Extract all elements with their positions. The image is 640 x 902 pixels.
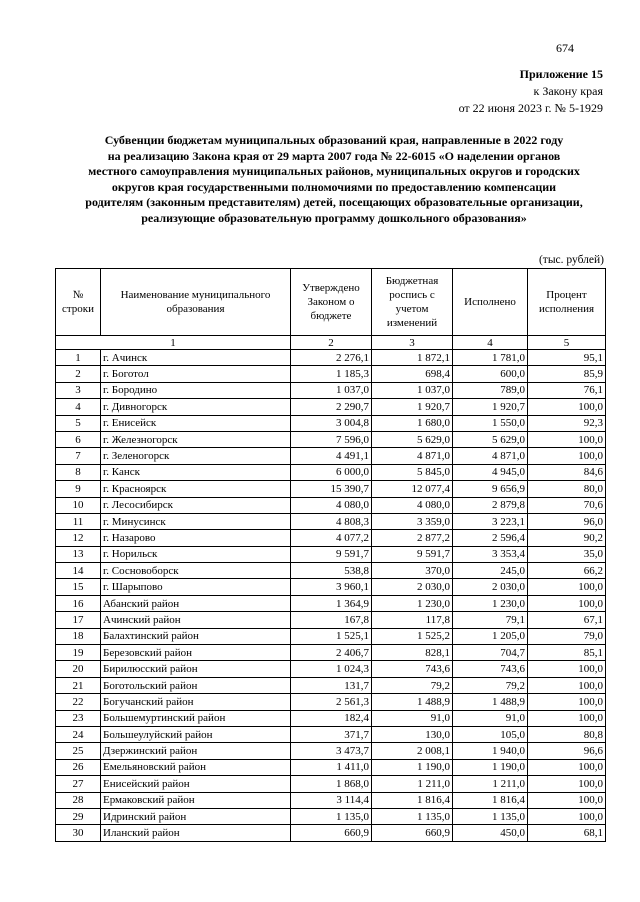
- row-number-cell: 12: [56, 530, 101, 546]
- approved-cell: 1 868,0: [291, 776, 372, 792]
- municipality-cell: Березовский район: [101, 645, 291, 661]
- appendix-law-ref: к Закону края: [533, 84, 603, 98]
- approved-cell: 1 024,3: [291, 661, 372, 677]
- municipality-cell: Енисейский район: [101, 776, 291, 792]
- budget-list-cell: 1 135,0: [372, 808, 453, 824]
- municipality-cell: Бирилюсский район: [101, 661, 291, 677]
- executed-cell: 9 656,9: [453, 481, 528, 497]
- executed-cell: 704,7: [453, 645, 528, 661]
- municipality-cell: Иланский район: [101, 825, 291, 841]
- budget-list-cell: 5 629,0: [372, 431, 453, 447]
- budget-list-cell: 1 525,2: [372, 628, 453, 644]
- executed-cell: 4 945,0: [453, 464, 528, 480]
- approved-cell: 15 390,7: [291, 481, 372, 497]
- table-row: [56, 808, 606, 824]
- header-number-cell: 1: [56, 336, 291, 350]
- percent-cell: 85,9: [528, 366, 606, 382]
- header-municipality: Наименование муниципального образования: [101, 269, 291, 336]
- document-title: [60, 133, 608, 226]
- row-number-cell: 17: [56, 612, 101, 628]
- percent-cell: 68,1: [528, 825, 606, 841]
- executed-cell: 1 135,0: [453, 808, 528, 824]
- executed-cell: 1 211,0: [453, 776, 528, 792]
- municipality-cell: г. Боготол: [101, 366, 291, 382]
- row-number-cell: 6: [56, 431, 101, 447]
- budget-list-cell: 117,8: [372, 612, 453, 628]
- title-line: округов края государственными полномочиями по предоставлению компенсации: [111, 179, 557, 194]
- budget-list-cell: 130,0: [372, 726, 453, 742]
- row-number-cell: 3: [56, 382, 101, 398]
- approved-cell: 4 808,3: [291, 513, 372, 529]
- approved-cell: 1 364,9: [291, 595, 372, 611]
- budget-list-cell: 2 877,2: [372, 530, 453, 546]
- executed-cell: 789,0: [453, 382, 528, 398]
- table-row: [56, 645, 606, 661]
- row-number-cell: 14: [56, 563, 101, 579]
- budget-list-cell: 9 591,7: [372, 546, 453, 562]
- table-row: [56, 382, 606, 398]
- table-row: [56, 661, 606, 677]
- table-body: [56, 350, 606, 842]
- approved-cell: 7 596,0: [291, 431, 372, 447]
- row-number-cell: 26: [56, 759, 101, 775]
- budget-list-cell: 1 211,0: [372, 776, 453, 792]
- header-budget-list: Бюджетная роспись с учетом изменений: [372, 269, 453, 336]
- executed-cell: 450,0: [453, 825, 528, 841]
- percent-cell: 100,0: [528, 792, 606, 808]
- row-number-cell: 10: [56, 497, 101, 513]
- table-row: [56, 497, 606, 513]
- budget-list-cell: 5 845,0: [372, 464, 453, 480]
- percent-cell: 100,0: [528, 694, 606, 710]
- approved-cell: 6 000,0: [291, 464, 372, 480]
- row-number-cell: 30: [56, 825, 101, 841]
- table-row: [56, 579, 606, 595]
- table-row: [56, 612, 606, 628]
- percent-cell: 95,1: [528, 350, 606, 366]
- budget-list-cell: 370,0: [372, 563, 453, 579]
- table-row: [56, 481, 606, 497]
- approved-cell: 3 004,8: [291, 415, 372, 431]
- approved-cell: 4 080,0: [291, 497, 372, 513]
- budget-list-cell: 12 077,4: [372, 481, 453, 497]
- row-number-cell: 13: [56, 546, 101, 562]
- approved-cell: 1 411,0: [291, 759, 372, 775]
- table-row: [56, 563, 606, 579]
- budget-list-cell: 91,0: [372, 710, 453, 726]
- percent-cell: 70,6: [528, 497, 606, 513]
- percent-cell: 79,0: [528, 628, 606, 644]
- executed-cell: 3 223,1: [453, 513, 528, 529]
- table-row: [56, 546, 606, 562]
- table-row: [56, 448, 606, 464]
- approved-cell: 1 525,1: [291, 628, 372, 644]
- municipality-cell: Ачинский район: [101, 612, 291, 628]
- executed-cell: 2 596,4: [453, 530, 528, 546]
- appendix-date: от 22 июня 2023 г. № 5-1929: [458, 101, 603, 115]
- table-row: [56, 350, 606, 366]
- title-line: местного самоуправления муниципальных районов, муниципальных округов и городских: [88, 164, 580, 178]
- municipality-cell: Боготольский район: [101, 677, 291, 693]
- municipality-cell: г. Назарово: [101, 530, 291, 546]
- approved-cell: 371,7: [291, 726, 372, 742]
- table-row: [56, 726, 606, 742]
- executed-cell: 4 871,0: [453, 448, 528, 464]
- percent-cell: 100,0: [528, 399, 606, 415]
- budget-list-cell: 698,4: [372, 366, 453, 382]
- executed-cell: 1 920,7: [453, 399, 528, 415]
- percent-cell: 80,8: [528, 726, 606, 742]
- approved-cell: 182,4: [291, 710, 372, 726]
- municipality-cell: Богучанский район: [101, 694, 291, 710]
- approved-cell: 1 135,0: [291, 808, 372, 824]
- table-row: [56, 792, 606, 808]
- header-number-cell: 4: [453, 336, 528, 350]
- approved-cell: 2 406,7: [291, 645, 372, 661]
- approved-cell: 167,8: [291, 612, 372, 628]
- executed-cell: 1 816,4: [453, 792, 528, 808]
- approved-cell: 2 561,3: [291, 694, 372, 710]
- municipality-cell: Абанский район: [101, 595, 291, 611]
- municipality-cell: г. Канск: [101, 464, 291, 480]
- budget-list-cell: 2 030,0: [372, 579, 453, 595]
- percent-cell: 100,0: [528, 759, 606, 775]
- budget-list-cell: 2 008,1: [372, 743, 453, 759]
- executed-cell: 1 940,0: [453, 743, 528, 759]
- budget-list-cell: 1 190,0: [372, 759, 453, 775]
- table-row: [56, 710, 606, 726]
- percent-cell: 96,6: [528, 743, 606, 759]
- municipality-cell: Дзержинский район: [101, 743, 291, 759]
- executed-cell: 1 550,0: [453, 415, 528, 431]
- approved-cell: 1 185,3: [291, 366, 372, 382]
- header-row-number: № строки: [56, 269, 101, 336]
- approved-cell: 660,9: [291, 825, 372, 841]
- municipality-cell: Большеулуйский район: [101, 726, 291, 742]
- municipality-cell: г. Минусинск: [101, 513, 291, 529]
- municipality-cell: г. Красноярск: [101, 481, 291, 497]
- title-line: на реализацию Закона края от 29 марта 2007 года № 22-6015 «О наделении органов: [107, 148, 561, 163]
- executed-cell: 1 230,0: [453, 595, 528, 611]
- percent-cell: 66,2: [528, 563, 606, 579]
- municipality-cell: Большемуртинский район: [101, 710, 291, 726]
- municipality-cell: Идринский район: [101, 808, 291, 824]
- executed-cell: 1 205,0: [453, 628, 528, 644]
- executed-cell: 600,0: [453, 366, 528, 382]
- row-number-cell: 24: [56, 726, 101, 742]
- approved-cell: 538,8: [291, 563, 372, 579]
- approved-cell: 3 114,4: [291, 792, 372, 808]
- row-number-cell: 20: [56, 661, 101, 677]
- row-number-cell: 18: [56, 628, 101, 644]
- header-number-cell: 5: [528, 336, 606, 350]
- executed-cell: 245,0: [453, 563, 528, 579]
- budget-list-cell: 828,1: [372, 645, 453, 661]
- row-number-cell: 28: [56, 792, 101, 808]
- percent-cell: 96,0: [528, 513, 606, 529]
- subventions-table: [55, 268, 606, 842]
- municipality-cell: Емельяновский район: [101, 759, 291, 775]
- budget-list-cell: 743,6: [372, 661, 453, 677]
- budget-list-cell: 79,2: [372, 677, 453, 693]
- table-row: [56, 513, 606, 529]
- header-executed: Исполнено: [453, 269, 528, 336]
- municipality-cell: г. Зеленогорск: [101, 448, 291, 464]
- row-number-cell: 19: [56, 645, 101, 661]
- table-row: [56, 431, 606, 447]
- executed-cell: 2 030,0: [453, 579, 528, 595]
- row-number-cell: 16: [56, 595, 101, 611]
- row-number-cell: 9: [56, 481, 101, 497]
- percent-cell: 90,2: [528, 530, 606, 546]
- page-number: 674: [556, 41, 574, 55]
- budget-list-cell: 4 871,0: [372, 448, 453, 464]
- row-number-cell: 21: [56, 677, 101, 693]
- municipality-cell: г. Дивногорск: [101, 399, 291, 415]
- row-number-cell: 27: [56, 776, 101, 792]
- row-number-cell: 4: [56, 399, 101, 415]
- approved-cell: 4 077,2: [291, 530, 372, 546]
- municipality-cell: г. Железногорск: [101, 431, 291, 447]
- row-number-cell: 23: [56, 710, 101, 726]
- appendix-title: Приложение 15: [519, 67, 603, 81]
- municipality-cell: г. Енисейск: [101, 415, 291, 431]
- approved-cell: 2 290,7: [291, 399, 372, 415]
- budget-list-cell: 660,9: [372, 825, 453, 841]
- percent-cell: 100,0: [528, 677, 606, 693]
- table-row: [56, 399, 606, 415]
- approved-cell: 3 473,7: [291, 743, 372, 759]
- approved-cell: 131,7: [291, 677, 372, 693]
- table-row: [56, 825, 606, 841]
- row-number-cell: 5: [56, 415, 101, 431]
- row-number-cell: 25: [56, 743, 101, 759]
- header-percent: Процент исполнения: [528, 269, 606, 336]
- table-row: [56, 743, 606, 759]
- title-line: Субвенции бюджетам муниципальных образований края, направленные в 2022 году: [104, 133, 564, 147]
- executed-cell: 79,2: [453, 677, 528, 693]
- executed-cell: 91,0: [453, 710, 528, 726]
- row-number-cell: 11: [56, 513, 101, 529]
- percent-cell: 100,0: [528, 448, 606, 464]
- budget-list-cell: 1 037,0: [372, 382, 453, 398]
- appendix-block: [459, 66, 603, 117]
- approved-cell: 4 491,1: [291, 448, 372, 464]
- percent-cell: 100,0: [528, 595, 606, 611]
- header-number-cell: 3: [372, 336, 453, 350]
- executed-cell: 1 190,0: [453, 759, 528, 775]
- executed-cell: 2 879,8: [453, 497, 528, 513]
- budget-list-cell: 3 359,0: [372, 513, 453, 529]
- municipality-cell: Балахтинский район: [101, 628, 291, 644]
- header-number-cell: 2: [291, 336, 372, 350]
- approved-cell: 2 276,1: [291, 350, 372, 366]
- budget-list-cell: 1 872,1: [372, 350, 453, 366]
- table-row: [56, 464, 606, 480]
- executed-cell: 105,0: [453, 726, 528, 742]
- row-number-cell: 29: [56, 808, 101, 824]
- row-number-cell: 2: [56, 366, 101, 382]
- table-row: [56, 759, 606, 775]
- table-row: [56, 595, 606, 611]
- municipality-cell: г. Норильск: [101, 546, 291, 562]
- header-approved: Утверждено Законом о бюджете: [291, 269, 372, 336]
- table-row: [56, 776, 606, 792]
- approved-cell: 9 591,7: [291, 546, 372, 562]
- row-number-cell: 7: [56, 448, 101, 464]
- title-line: реализующие образовательную программу дошкольного образования»: [141, 210, 527, 225]
- municipality-cell: г. Лесосибирск: [101, 497, 291, 513]
- row-number-cell: 8: [56, 464, 101, 480]
- units-note: (тыс. рублей): [538, 254, 604, 266]
- table-row: [56, 694, 606, 710]
- municipality-cell: г. Шарыпово: [101, 579, 291, 595]
- percent-cell: 100,0: [528, 661, 606, 677]
- budget-list-cell: 4 080,0: [372, 497, 453, 513]
- title-line: родителям (законным представителям) детей, посещающих образовательные организации,: [85, 195, 583, 209]
- table-row: [56, 366, 606, 382]
- budget-list-cell: 1 920,7: [372, 399, 453, 415]
- executed-cell: 5 629,0: [453, 431, 528, 447]
- table-row: [56, 415, 606, 431]
- percent-cell: 67,1: [528, 612, 606, 628]
- row-number-cell: 1: [56, 350, 101, 366]
- budget-list-cell: 1 816,4: [372, 792, 453, 808]
- percent-cell: 80,0: [528, 481, 606, 497]
- percent-cell: 100,0: [528, 431, 606, 447]
- percent-cell: 35,0: [528, 546, 606, 562]
- percent-cell: 84,6: [528, 464, 606, 480]
- municipality-cell: г. Бородино: [101, 382, 291, 398]
- percent-cell: 85,1: [528, 645, 606, 661]
- table-row: [56, 530, 606, 546]
- budget-list-cell: 1 488,9: [372, 694, 453, 710]
- row-number-cell: 15: [56, 579, 101, 595]
- executed-cell: 79,1: [453, 612, 528, 628]
- percent-cell: 100,0: [528, 579, 606, 595]
- approved-cell: 3 960,1: [291, 579, 372, 595]
- table-row: [56, 628, 606, 644]
- percent-cell: 76,1: [528, 382, 606, 398]
- percent-cell: 100,0: [528, 808, 606, 824]
- row-number-cell: 22: [56, 694, 101, 710]
- table-row: [56, 677, 606, 693]
- budget-list-cell: 1 680,0: [372, 415, 453, 431]
- percent-cell: 100,0: [528, 710, 606, 726]
- percent-cell: 92,3: [528, 415, 606, 431]
- approved-cell: 1 037,0: [291, 382, 372, 398]
- executed-cell: 1 781,0: [453, 350, 528, 366]
- municipality-cell: г. Сосновоборск: [101, 563, 291, 579]
- percent-cell: 100,0: [528, 776, 606, 792]
- executed-cell: 743,6: [453, 661, 528, 677]
- municipality-cell: Ермаковский район: [101, 792, 291, 808]
- executed-cell: 1 488,9: [453, 694, 528, 710]
- budget-list-cell: 1 230,0: [372, 595, 453, 611]
- executed-cell: 3 353,4: [453, 546, 528, 562]
- municipality-cell: г. Ачинск: [101, 350, 291, 366]
